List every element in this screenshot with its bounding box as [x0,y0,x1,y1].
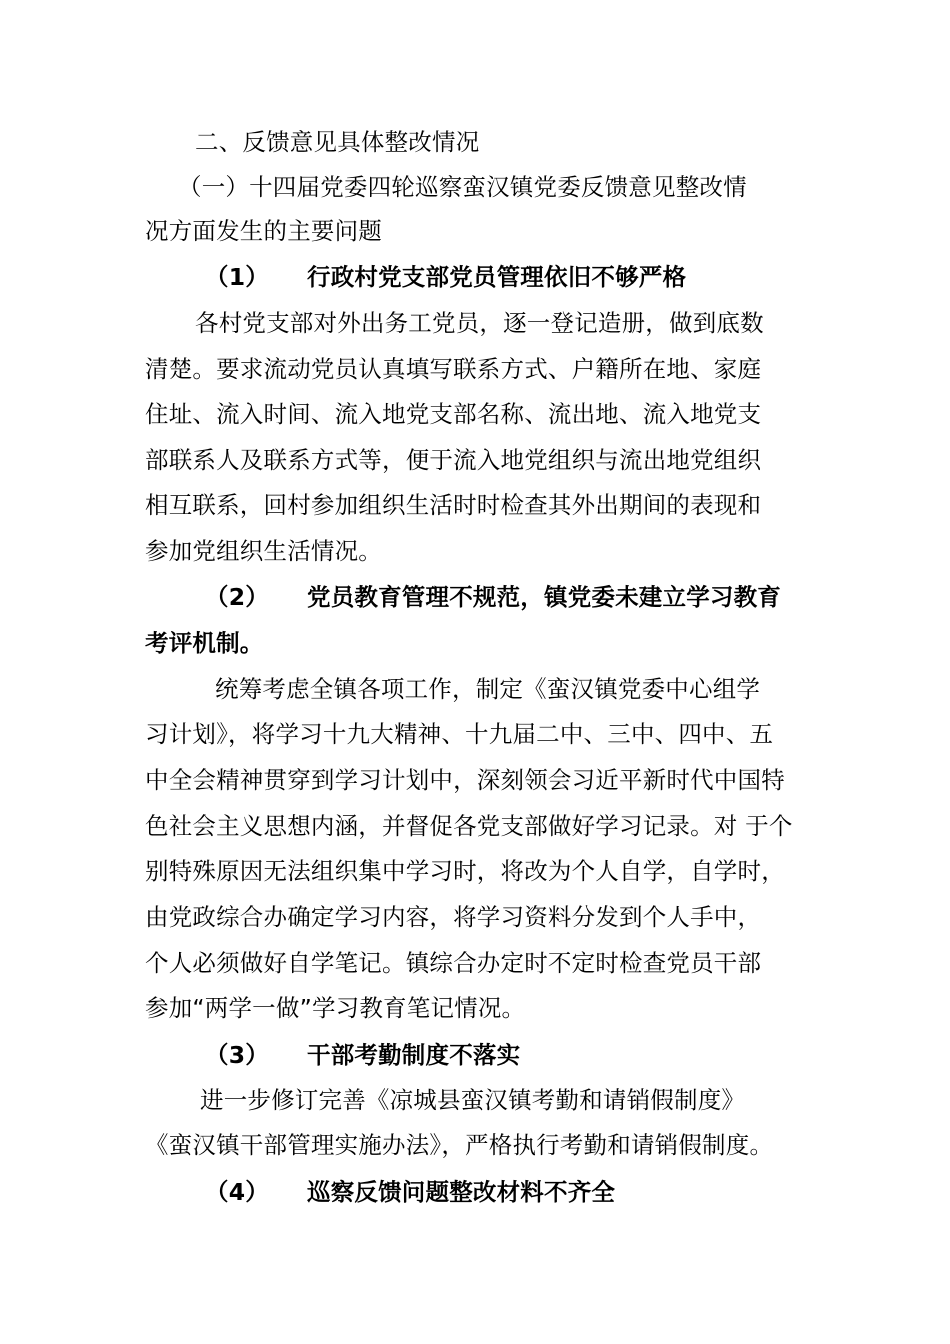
item-2-body-line: 参加“两学一做”学习教育笔记情况。 [145,994,526,1022]
item-4-title: 巡察反馈问题整改材料不齐全 [307,1178,616,1206]
item-1-body-line: 部联系人及联系方式等，便于流入地党组织与流出地党组织 [145,446,762,474]
item-2-number: （2） [205,583,269,611]
item-1-body-line: 各村党支部对外出务工党员，逐一登记造册，做到底数 [195,309,764,337]
section-heading: 二、反馈意见具体整改情况 [195,128,480,156]
item-1-number: （1） [205,263,269,291]
item-1-body-line: 住址、流入时间、流入地党支部名称、流出地、流入地党支 [145,400,762,428]
subsection-heading-line-1: （一）十四届党委四轮巡察蛮汉镇党委反馈意见整改情 [178,173,747,201]
item-2-body-line: 中全会精神贯穿到学习计划中，深刻领会习近平新时代中国特 [145,766,785,794]
item-3-title: 干部考勤制度不落实 [307,1041,521,1069]
item-4-number: （4） [205,1178,269,1206]
item-2-body-line: 统筹考虑全镇各项工作，制定《蛮汉镇党委中心组学 [215,675,761,703]
item-2-body-line: 个人必须做好自学笔记。镇综合办定时不定时检查党员干部 [145,949,762,977]
item-1-body-line: 相互联系，回村参加组织生活时时检查其外出期间的表现和 [145,491,762,519]
item-2-body-line: 习计划》，将学习十九大精神、十九届二中、三中、四中、五 [145,720,774,748]
item-2-title-continued: 考评机制。 [145,629,264,657]
subsection-heading-line-2: 况方面发生的主要问题 [145,217,382,245]
item-3-body-line: 《蛮汉镇干部管理实施办法》，严格执行考勤和请销假制度。 [145,1131,774,1159]
item-1-body-line: 清楚。要求流动党员认真填写联系方式、户籍所在地、家庭 [145,355,762,383]
item-1-body-line: 参加党组织生活情况。 [145,537,382,565]
item-2-body-line: 色社会主义思想内涵，并督促各党支部做好学习记录。对 于个 [145,812,793,840]
item-1-title: 行政村党支部党员管理依旧不够严格 [307,263,687,291]
item-2-body-line: 由党政综合办确定学习内容，将学习资料分发到个人手中， [145,903,762,931]
item-2-title: 党员教育管理不规范，镇党委未建立学习教育 [307,583,781,611]
item-2-body-line: 别特殊原因无法组织集中学习时，将改为个人自学，自学时， [145,857,785,885]
item-3-number: （3） [205,1041,269,1069]
item-3-body-line: 进一步修订完善《凉城县蛮汉镇考勤和请销假制度》 [200,1086,746,1114]
